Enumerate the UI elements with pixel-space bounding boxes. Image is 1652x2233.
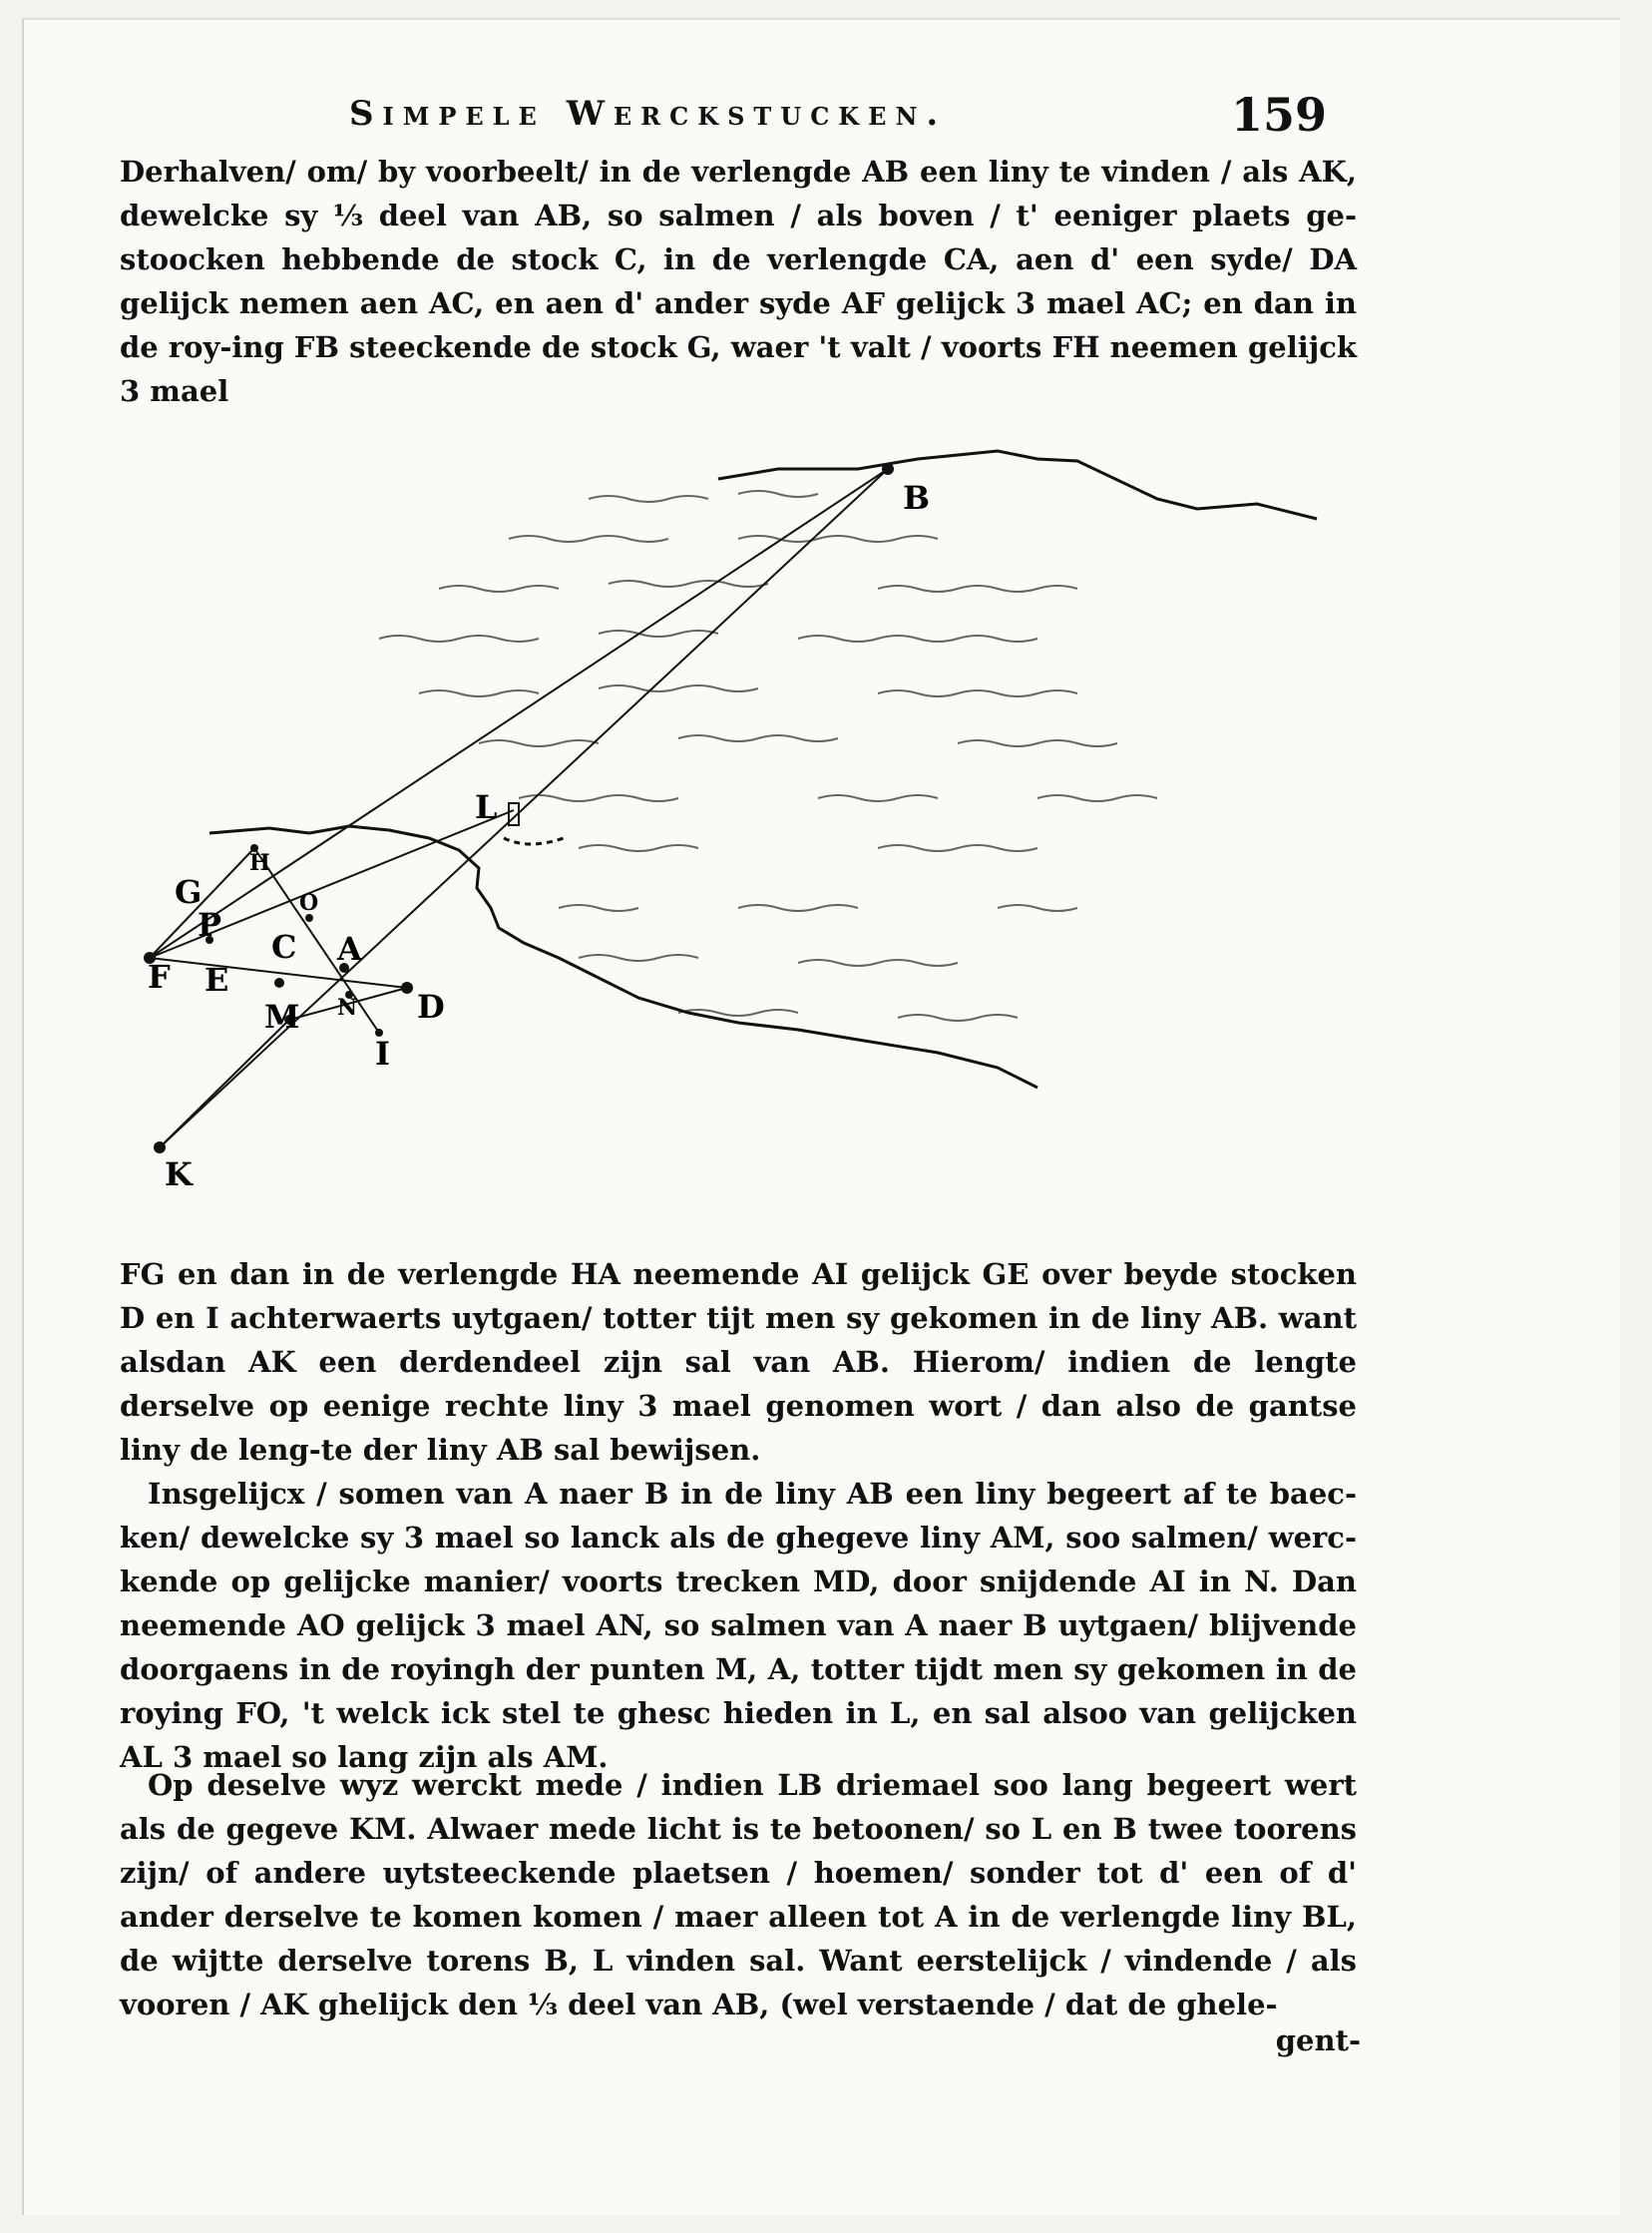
label-E: E (205, 961, 229, 999)
label-A: A (337, 930, 362, 968)
label-M: M (264, 998, 300, 1036)
label-P: P (198, 906, 222, 944)
label-C: C (271, 928, 297, 966)
label-I: I (375, 1035, 390, 1073)
page-number: 159 (1230, 88, 1327, 142)
running-title: Simpele Werckstucken. (349, 94, 948, 134)
catchword: gent- (1275, 2023, 1361, 2057)
label-G: G (175, 873, 203, 911)
tower-base-arc (504, 838, 564, 844)
water-hatching (379, 491, 1157, 1021)
label-L: L (475, 788, 498, 826)
label-D: D (417, 988, 445, 1026)
paragraph-3: Insgelijcx / somen van A naer B in de liny AB een liny begeert af te baec-ken/ dewelcke sy 3 mael so lanck als de ghegeve liny AM, soo salmen/ werc-kende op gelijcke manier/ voorts trecken MD, door snijdende AI in N. Dan neemende AO gelijck 3 mael AN, so salmen van A naer B uytgaen/ blijvende doorgaens in de royingh der punten M, A, totter tijdt men sy gekomen in de roying FO, 't welck ick stel te ghesc hieden in L, en sal alsoo van gelijcken AL 3 mael so lang zijn als AM. (120, 1477, 1357, 1774)
label-N: N (337, 995, 358, 1021)
paragraph-2: FG en dan in de verlengde HA neemende AI gelijck GE over beyde stocken D en I achterwaerts uytgaen/ totter tijt men sy gekomen in de liny AB. want alsdan AK een derdendeel zijn sal van AB. Hierom/ indien de lengte derselve op eenige rechte liny 3 mael genomen wort / dan also de gantse liny de leng-te der liny AB sal bewijsen. (120, 1257, 1357, 1467)
page-header (349, 88, 1327, 148)
paragraph-4: Op deselve wyz werckt mede / indien LB driemael soo lang begeert wert als de gegeve KM. Alwaer mede licht is te betoonen/ so L en B twee toorens zijn/ of andere uytsteeckende plaetsen / hoemen/ sonder tot d' een of d' ander derselve te komen komen / maer alleen tot A in de verlengde liny BL, de wijtte derselve torens B, L vinden sal. Want eerstelijck / vindende / als vooren / AK ghelijck den ⅓ deel van AB, (wel verstaende / dat de ghele- (120, 1768, 1357, 2021)
geometric-figure (148, 439, 1377, 1217)
label-K: K (165, 1155, 193, 1193)
label-H: H (249, 850, 270, 876)
near-shoreline (209, 826, 1037, 1088)
paragraph-1: Derhalven/ om/ by voorbeelt/ in de verlengde AB een liny te vinden / als AK, dewelcke sy ⅓ deel van AB, so salmen / als boven / t' eeniger plaets ge-stoocken hebbende de stock C, in de verlengde CA, aen d' een syde/ DA gelijck nemen aen AC, en aen d' ander syde AF gelijck 3 mael AC; en dan in de roy-ing FB steeckende de stock G, waer 't valt / voorts FH neemen gelijck 3 mael (120, 155, 1357, 408)
label-F: F (148, 958, 171, 996)
label-O: O (299, 890, 319, 916)
label-B: B (903, 479, 931, 517)
far-shoreline (718, 451, 1317, 519)
